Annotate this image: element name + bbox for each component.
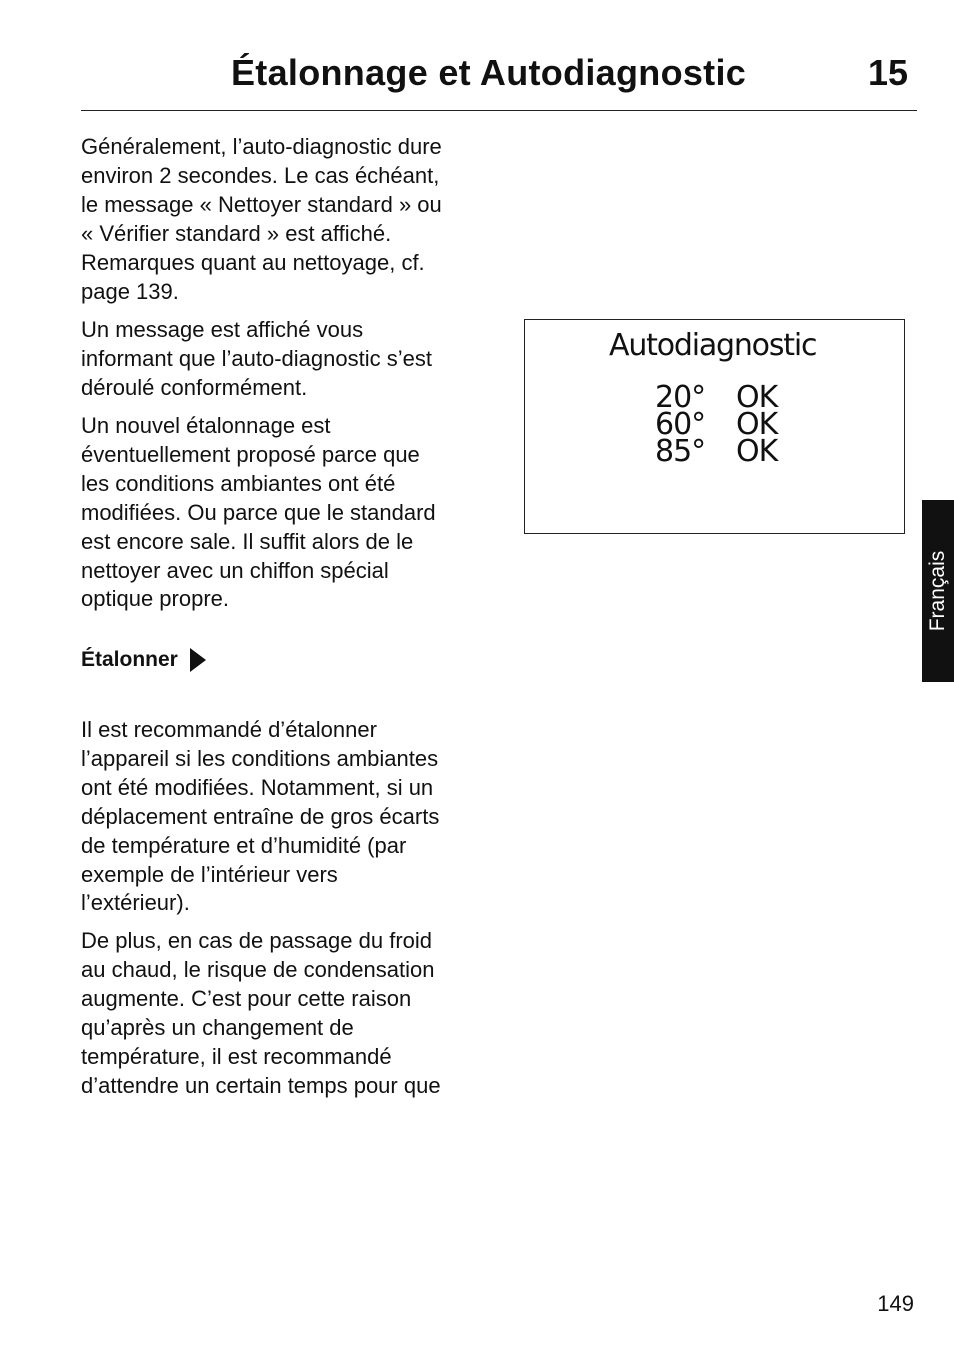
display-angle: 85° — [655, 434, 706, 469]
paragraph-recalibration-note — [81, 412, 501, 614]
text-line: Il est recommandé d’étalonner — [81, 717, 377, 742]
display-result-row — [655, 434, 778, 469]
device-display-illustration — [524, 319, 905, 534]
language-tab — [922, 500, 954, 682]
display-status: OK — [736, 380, 778, 415]
text-line: nettoyer avec un chiffon spécial — [81, 557, 389, 583]
text-line: informant que l’auto-diagnostic s’est — [81, 345, 432, 371]
display-title: Autodiagnostic — [609, 328, 817, 363]
text-line: Un message est affiché vous — [81, 317, 364, 342]
display-angle: 60° — [655, 407, 706, 442]
paragraph-condensation-note — [81, 927, 501, 1100]
display-angle: 20° — [655, 380, 706, 415]
text-line: environ 2 secondes. Le cas échéant, — [81, 162, 440, 188]
text-line: « Vérifier standard » est affiché. — [81, 220, 392, 246]
text-line: température, il est recommandé — [81, 1043, 392, 1069]
display-status: OK — [736, 407, 778, 442]
text-line: est encore sale. Il suffit alors de le — [81, 528, 414, 554]
text-line: modifiées. Ou parce que le standard — [81, 499, 436, 525]
text-line: Généralement, l’auto-diagnostic dure — [81, 134, 442, 159]
text-line: l’extérieur). — [81, 890, 190, 916]
text-line: De plus, en cas de passage du froid — [81, 928, 433, 953]
paragraph-self-test-duration — [81, 133, 501, 306]
paragraph-self-test-message — [81, 316, 501, 403]
text-line: optique propre. — [81, 586, 229, 612]
text-line: qu’après un changement de — [81, 1014, 354, 1040]
text-line: les conditions ambiantes ont été — [81, 470, 396, 496]
text-line: Un nouvel étalonnage est — [81, 413, 331, 438]
text-line: déroulé conformément. — [81, 374, 308, 400]
text-line: au chaud, le risque de condensation — [81, 956, 435, 982]
text-line: l’appareil si les conditions ambiantes — [81, 745, 439, 771]
language-tab-label: Français — [926, 550, 949, 632]
chapter-number: 15 — [867, 52, 908, 93]
section-heading-label: Étalonner — [81, 648, 178, 671]
text-line: de température et d’humidité (par — [81, 832, 407, 858]
display-results — [655, 380, 778, 469]
text-line: page 139. — [81, 278, 179, 304]
text-line: augmente. C’est pour cette raison — [81, 985, 412, 1011]
section-heading-calibrate — [81, 648, 206, 672]
arrow-right-icon — [190, 648, 206, 672]
page-number: 149 — [877, 1291, 914, 1316]
page-header — [81, 48, 917, 111]
text-line: exemple de l’intérieur vers — [81, 861, 338, 887]
text-line: le message « Nettoyer standard » ou — [81, 191, 442, 217]
text-line: ont été modifiées. Notamment, si un — [81, 774, 434, 800]
display-status: OK — [736, 434, 778, 469]
text-line: d’attendre un certain temps pour que — [81, 1072, 441, 1098]
paragraph-calibration-recommendation — [81, 716, 501, 918]
text-line: Remarques quant au nettoyage, cf. — [81, 249, 425, 275]
text-line: éventuellement proposé parce que — [81, 441, 420, 467]
text-line: déplacement entraîne de gros écarts — [81, 803, 440, 829]
page-title: Étalonnage et Autodiagnostic — [231, 52, 747, 93]
